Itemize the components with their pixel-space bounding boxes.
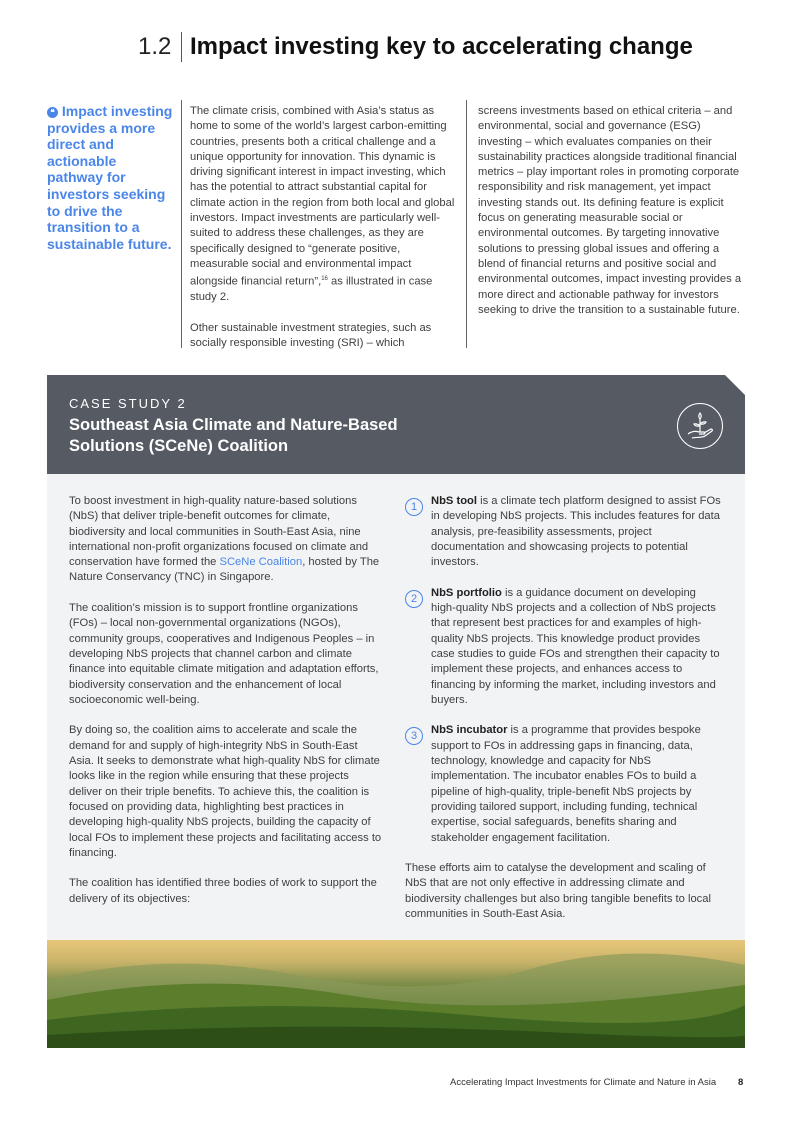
section-number: 1.2 [138, 33, 172, 60]
list-item [405, 586, 723, 708]
paragraph-end: as illustrated in case study 2. [190, 276, 433, 304]
paragraph: The coalition has identified three bodies of work to support the delivery of its objectives: [69, 877, 377, 905]
number-badge: 3 [405, 727, 423, 745]
closing-paragraph: These efforts aim to catalyse the development and scaling of NbS that are not only effective in addressing climate and biodiversity challenges but also bring tangible benefits to local communities in South-East Asia. [405, 862, 711, 921]
plant-in-hand-icon [677, 403, 723, 449]
pull-quote [47, 103, 175, 252]
paragraph: To boost investment in high-quality nature-based solutions (NbS) that deliver triple-benefit outcomes for climate, biodiversity and local communities in South-East Asia, nine international non-profit organizations focused on climate and conservation have formed the [69, 495, 369, 569]
page-number: 8 [738, 1077, 744, 1088]
item-text: is a guidance document on developing high-quality NbS projects and a collection of NbS projects that represent best practices for and examples of high-quality NbS projects. This knowledge product provides case studies to guide FOs and strengthen their capacity to implement these projects, and enhances access to financing by informing the market, including investors and buyers. [431, 586, 720, 706]
quote-icon: ❝ [47, 107, 58, 118]
paragraph: By doing so, the coalition aims to accelerate and scale the demand for and supply of high-integrity NbS in South-East Asia. It seeks to demonstrate what high-quality NbS for climate looks like in the region while ensuring that these projects deliver on their triple benefits. To achieve this, the coalition is focused on providing data, highlighting best practices in developing high-quality NbS projects, building the capacity of local FOs to implement these projects and facilitating access to financing. [69, 724, 382, 859]
case-study-right-column [405, 494, 723, 938]
paragraph-end: , hosted by The Nature Conservancy (TNC) in Singapore. [69, 556, 380, 584]
paragraph: screens investments based on ethical criteria – and environmental, social and governance (ESG) investing – which evaluates companies on their sustainability practices alongside traditional financial metrics – play important roles in promoting corporate responsibility and risk management, yet impact investing stands out. Its defining feature is explicit focus on generating measurable social or environmental outcomes. By targeting innovative solutions to pressing global issues and offering a blend of financial returns and positive social and environmental outcomes, impact investing provides a more direct and actionable pathway for investors seeking to drive the transition to a sustainable future. [478, 105, 742, 316]
case-study-title: Southeast Asia Climate and Nature-Based Solutions (SCeNe) Coalition [69, 416, 398, 455]
footnote-ref[interactable]: 16 [321, 276, 328, 283]
item-text: is a programme that provides bespoke support to FOs in addressing gaps in financing, data, technology, knowledge and capacity for NbS implementation. The incubator enables FOs to build a pipeline of high-quality, triple-benefit NbS projects by providing tailored support, including funding, technical expertise, social safeguards, benefits sharing and stakeholder engagement facilitation. [431, 724, 701, 844]
page-title: Impact investing key to accelerating change [190, 33, 693, 60]
column-divider [466, 100, 467, 348]
rice-terrace-landscape-image [47, 940, 745, 1048]
intro-column-1 [190, 104, 458, 367]
case-study-label: CASE STUDY 2 [69, 396, 187, 411]
scene-coalition-link[interactable]: SCeNe Coalition [219, 556, 303, 569]
list-item [405, 494, 723, 570]
item-term: NbS portfolio [431, 586, 502, 599]
paragraph: The climate crisis, combined with Asia’s status as home to some of the world’s largest carbon-emitting countries, presents both a critical challenge and a unique opportunity for innovation. This dynamic is driving significant interest in impact investing, which has the potential to attract substantial capital for climate action in the region from both local and global investors. Impact investments are particularly well-suited to address these challenges, as they are specifically designed to “generate positive, measurable social and environmental impact alongside financial return”, [190, 105, 455, 288]
item-term: NbS tool [431, 495, 477, 507]
pull-quote-text: Impact investing provides a more direct and actionable pathway for investors seeking to drive the transition to a sustainable future. [47, 103, 173, 252]
column-divider [181, 100, 182, 348]
list-item [405, 723, 723, 845]
footer-title: Accelerating Impact Investments for Climate and Nature in Asia [450, 1077, 717, 1088]
paragraph: The coalition’s mission is to support frontline organizations (FOs) – local non-governmental organizations (NGOs), community groups, cooperatives and Indigenous Peoples – in developing NbS projects that channel carbon and climate finance into equitable climate mitigation and adaptation efforts, biodiversity conservation and the enhancement of local socioeconomic well-being. [69, 602, 379, 706]
number-badge: 2 [405, 590, 423, 608]
intro-column-2 [478, 104, 746, 333]
title-divider [181, 32, 182, 62]
case-study-left-column [69, 494, 384, 922]
number-badge: 1 [405, 498, 423, 516]
item-text: is a climate tech platform designed to assist FOs in developing NbS projects. This includes features for data analysis, pre-feasibility assessments, project documentation and showcasing projects to potential investors. [431, 495, 721, 569]
item-term: NbS incubator [431, 724, 508, 737]
paragraph: Other sustainable investment strategies, such as socially responsible investing (SRI) – which [190, 321, 432, 350]
